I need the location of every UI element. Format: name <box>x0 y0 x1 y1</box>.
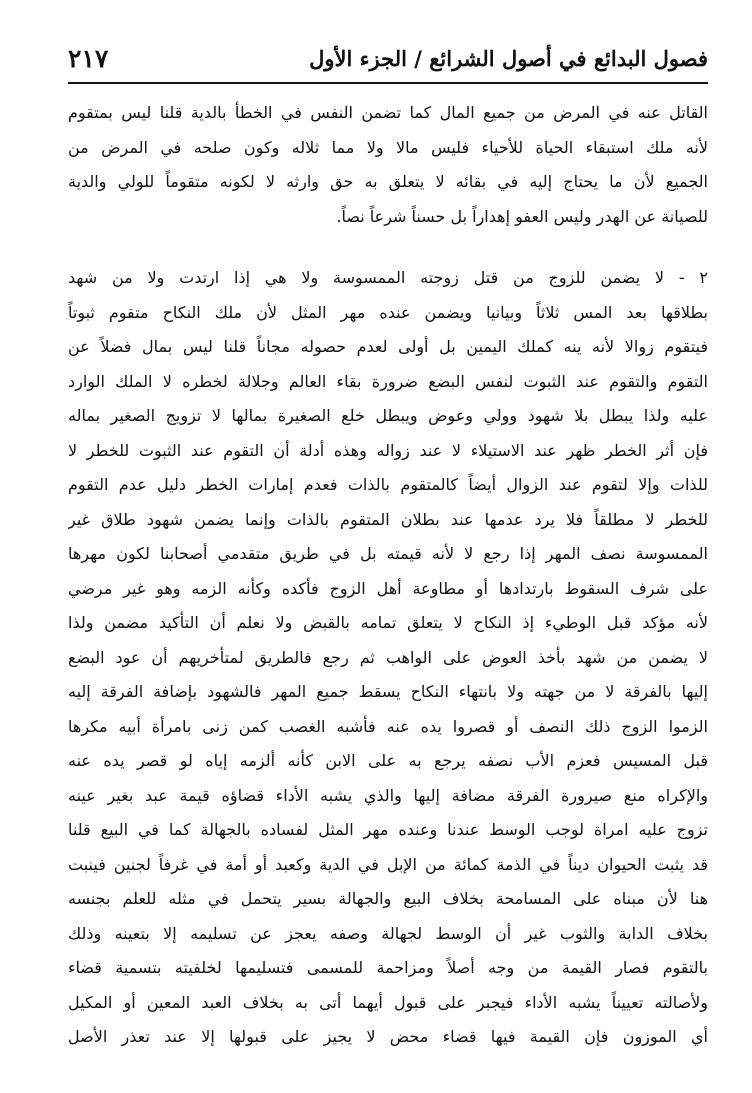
text-line: على شرف السقوط بارتدادها أو مطاوعة أهل الزوج فأكده وكأنه الزمه وهو غير مرضي <box>68 578 708 598</box>
text-line: لأنه ملك استبقاء الحياة للأحياء فليس مالا ولا مما ثلاله وكون صلحه في المرض من <box>68 137 708 157</box>
text-line: فيتقوم زوالا لأنه ينه كملك اليمين بل أولى لعدم حصوله مجاناً قلنا ليس بمال فضلاً عن <box>68 337 708 356</box>
text-line: بطلاقها بعد المس ثلاثاً وبيانيا ويضمن عنده مهر المثل لأن ملك النكاح متقوم ثبوتاً <box>68 302 708 322</box>
page-header <box>68 38 708 74</box>
text-line: أي الموزون فإن القيمة فيها قضاء محض لا يجيز على قبولها إلا عند تعذر الأصل <box>68 1027 708 1046</box>
text-line: ولأصالته تعييناً يشبه الأداء فيجبر على قبول أيهما أتى به بخلاف العبد المعين أو المكيل <box>68 992 708 1012</box>
text-line: التقوم والتقوم عند الثبوت لنفس البضع ضرورة بقاء العالم وجلالة لخطره لا الملك الوارد <box>68 371 708 391</box>
text-line: للصيانة عن الهدر وليس العفو إهداراً بل حسناً شرعاً نصاً. <box>336 206 708 226</box>
text-line: عليه ولذا يبطل بلا شهود وولي وعوض ويبطل خلع الصغيرة بمالها لا تزويج الصغير بماله <box>68 406 708 425</box>
running-title: فصول البدائع في أصول الشرائع / الجزء الأول <box>309 46 708 71</box>
text-line: لا يضمن من شهد بأخذ العوض على الواهب ثم رجع فالطريق لمتأخريهم أن عود البضع <box>68 647 708 667</box>
text-line: والإكراه منع صيرورة الفرقة مضافة إليها والذي يشبه الأداء قضاؤه قيمة عبد بغير عينه <box>68 785 708 805</box>
book-page <box>68 38 708 1055</box>
text-line: للخطر لا مطلقاً فلا يرد عدمها عند بطلان المتقوم بالذات وإنما يضمن شهود طلاق غير <box>68 509 708 529</box>
text-line: قبل المسيس فعزم الأب نصفه يرجع به على الابن كأنه ألزمه إياه لو قصر يده عنه <box>68 751 708 770</box>
text-line: قد يثبت الحيوان ديناً في الذمة كمائة من الإبل في الدية وكعبد أو أمة في غرفاً لجنين فينبت <box>68 854 708 874</box>
header-rule <box>68 82 708 84</box>
text-line: الزموا الزوج ذلك النصف أو قصروا يده عنه فأشبه الغصب كمن زنى بامرأة أبيه مكرها <box>68 716 708 736</box>
text-line: فإن أثر الخطر ظهر عند الاستيلاء لا عند زواله وهذه أدلة أن التقوم عند الثبوت للخطر لا <box>68 440 708 460</box>
text-line: للذات وإلا لتقوم عند الزوال أيضاً كالمتقوم بالذات فعدم إمارات الخطر دليل عدم التقوم <box>68 475 708 494</box>
text-line: هنا لأن مبناه على المسامحة بخلاف البيع والجهالة بسير يتحمل في مثله للعلم بجنسه <box>68 889 708 908</box>
text-line: تزوج عليه امراة لوجب الوسط عندنا وعنده مهر المثل لفساده بالجهالة كما في البيع قلنا <box>68 820 708 839</box>
text-line: الممسوسة نصف المهر إذا رجع لا لأنه قيمته بل في طريق متقدمي أصحابنا لكون مهرها <box>68 544 708 563</box>
text-line: الجميع لأن ما يحتاج إليه في بقائه لا يتعلق به حق وارثه لا لكونه متقوماً للولي والدية <box>68 172 708 191</box>
text-line: إليها بالفرقة لا من جهته ولا بانتهاء النكاح يسقط جميع المهر فالشهود بإضافة الفرقة إليه <box>68 682 708 701</box>
paragraph-2 <box>68 261 708 1055</box>
page-number: ٢١٧ <box>68 44 109 73</box>
text-line: بخلاف الدابة والثوب غير أن الوسط لجهالة وصفه يعجز عن تسليمه إلا بتعينه وذلك <box>68 923 708 943</box>
text-line: ٢ - لا يضمن للزوج من قتل زوجته الممسوسة ولا هي إذا ارتدت ولا من شهد <box>68 268 708 287</box>
text-line: القاتل عنه في المرض من جميع المال كما تضمن النفس في الخطأ بالدية قلنا ليس بمتقوم <box>68 103 708 122</box>
text-line: بالتقوم فصار القيمة من وجه أصلاً ومزاحمة للمسمى فتسليمها لخلفيته بتسمية قضاء <box>68 958 708 977</box>
paragraph-1 <box>68 96 708 234</box>
text-line: لأنه مؤكد قبل الوطيء إذ النكاح لا يتعلق تمامه بالقبض ولا نعلم أن التأكيد مضمن ولذا <box>68 613 708 632</box>
